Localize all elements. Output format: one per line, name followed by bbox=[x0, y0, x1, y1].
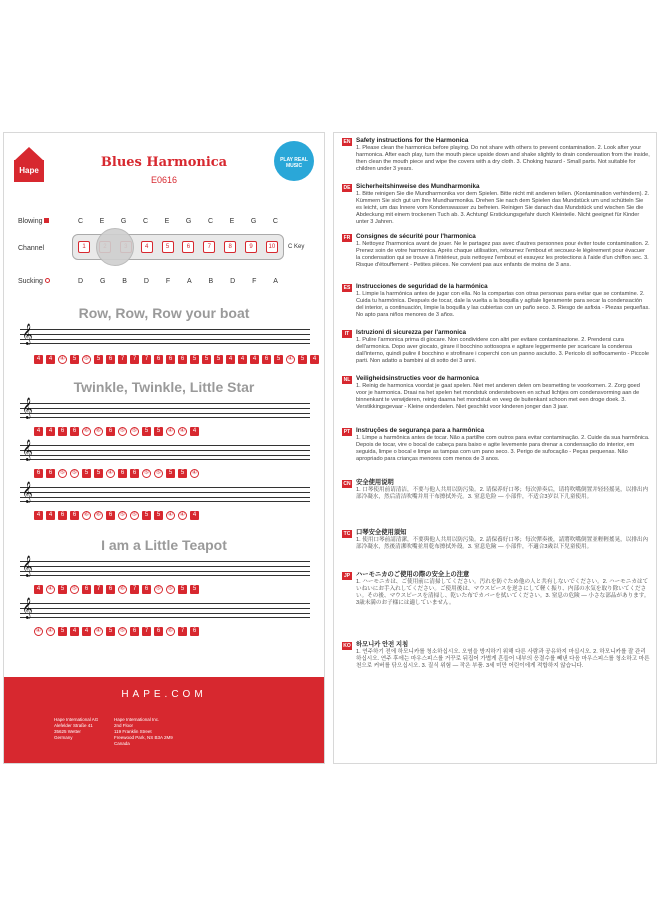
blow-hole-number: 6 bbox=[106, 355, 115, 364]
draw-hole-number: ④ bbox=[59, 356, 66, 362]
blow-hole-number: 6 bbox=[58, 511, 67, 520]
safety-body: 1. Limpie la harmónica antes de jugar con ella. No la compartas con otras personas para evitar que se contamine. 2. Cuida tu harmónica. Después de tocar, dale la vuelta a la boquilla y agítale ligeramente para secar la condensación del interior, a continuación, limpie la boquilla y las cubiertas con un paño seco. 3. Riesgo de asfixia - Piezas pequeñas. No apto para niños menores de 3 años. bbox=[356, 291, 650, 318]
draw-hole-number: ④ bbox=[191, 470, 198, 476]
blow-hole-number: 6 bbox=[106, 511, 115, 520]
song-title-twinkle: Twinkle, Twinkle, Little Star bbox=[73, 379, 255, 395]
music-staff bbox=[20, 556, 310, 577]
language-tag: ES bbox=[343, 285, 351, 291]
blow-hole-number: 5 bbox=[142, 427, 151, 436]
language-tag: CN bbox=[343, 481, 351, 487]
product-title: Blues Harmonica bbox=[100, 155, 228, 170]
blow-hole-number: 6 bbox=[190, 627, 199, 636]
safety-section-fr bbox=[342, 233, 650, 269]
blow-hole-number: 5 bbox=[94, 469, 103, 478]
blow-hole-number: 5 bbox=[154, 511, 163, 520]
safety-section-pt bbox=[342, 427, 650, 463]
blow-hole-number: 5 bbox=[58, 585, 67, 594]
blow-hole-number: 6 bbox=[106, 427, 115, 436]
blow-hole-number: 7 bbox=[130, 355, 139, 364]
draw-hole-number: ④ bbox=[95, 628, 102, 634]
blow-hole-number: 6 bbox=[178, 355, 187, 364]
blow-hole-number: 5 bbox=[178, 469, 187, 478]
address-ca: Hape International Inc. 2nd Floor 119 Franklin Street Freewood Park, NS B3A 2M9 Canada bbox=[114, 717, 173, 746]
blow-hole-number: 4 bbox=[34, 511, 43, 520]
hole-numbers bbox=[34, 427, 199, 436]
draw-hole-number: ⑤ bbox=[167, 586, 174, 592]
blow-hole-number: 4 bbox=[82, 627, 91, 636]
blow-hole-number: 4 bbox=[238, 355, 247, 364]
safety-body: 1. Please clean the harmonica before playing. Do not share with others to prevent contamination. 2. Look after your harmonica. After each play, turn the mouth piece upside down and shake slightly to drain condensation from the inside, then clean the mouth piece and wipe the covers with a dry cloth. 3. Choking hazard - Small parts. Not suitable for children under 3 years. bbox=[356, 145, 650, 172]
key-label: C Key bbox=[288, 244, 305, 250]
blow-notes: C E G C E G C E G C bbox=[78, 218, 278, 225]
blow-hole-number: 5 bbox=[202, 355, 211, 364]
draw-hole-number: ⑥ bbox=[167, 628, 174, 634]
safety-body: 1. Nettoyez l'harmonica avant de jouer. Ne le partagez pas avec d'autres personnes pour éviter toute contamination. 2. Prenez soin de votre harmonica. Après chaque utilisation, retournez l'embout et secouez-le légèrement pour évacuer la condensation qui se trouve à l'intérieur, puis nettoyez l'embout et essuyez les protections à l'aide d'un chiffon sec. 3. Risque d'étouffement - Petites pièces. Ne convient pas aux enfants de moins de 3 ans. bbox=[356, 241, 650, 268]
language-tag: TC bbox=[343, 531, 351, 537]
blow-hole-number: 4 bbox=[310, 355, 319, 364]
music-staff bbox=[20, 598, 310, 619]
blow-hole-number: 6 bbox=[262, 355, 271, 364]
blow-hole-number: 4 bbox=[34, 585, 43, 594]
draw-hole-number: ⑤ bbox=[155, 470, 162, 476]
language-tag: JP bbox=[343, 573, 351, 579]
blow-hole-number: 4 bbox=[46, 355, 55, 364]
blow-hole-number: 6 bbox=[130, 469, 139, 478]
safety-body: 1. 연주하기 전에 하모니카를 청소하십시오. 오염을 방지하기 위해 다른 사람과 공유하지 마십시오. 2. 하모니카를 잘 관리하십시오. 연주 후에는 마우스피스를 거꾸로 뒤집어 가볍게 흔들어 내부의 응결수를 빼낸 다음 마우스피스를 청소하고 마른 천으로 커버를 닦으십시오. 3. 질식 위험 — 작은 부품. 3세 미만 어린이에게 적합하지 않습니다. bbox=[356, 649, 650, 669]
safety-heading: 安全使用说明 bbox=[356, 479, 394, 486]
treble-clef-icon: 𝄞 bbox=[22, 556, 33, 577]
language-tag: NL bbox=[343, 377, 351, 383]
safety-body: 1. Reinig de harmonica voordat je gaat spelen. Niet met anderen delen om besmetting te voorkomen. 2. Zorg goed voor je harmonica. Draai na het spelen het mondstuk ondersteboven en schud lichtjes om condensvorming aan de binnenkant te verwijderen, reinig daarna het mondstuk en veeg de buitenkant schoon met een droge doek. 3. Verstikkingsgevaar - Kleine onderdelen. Niet geschikt voor kinderen jonger dan 3 jaar. bbox=[356, 383, 640, 410]
instruction-sheet-front bbox=[3, 132, 325, 764]
blow-hole-number: 4 bbox=[46, 511, 55, 520]
draw-hole-number: ④ bbox=[179, 512, 186, 518]
safety-heading: 口琴安全使用須知 bbox=[356, 529, 407, 536]
blow-hole-number: 5 bbox=[82, 469, 91, 478]
draw-hole-number: ④ bbox=[35, 628, 42, 634]
draw-hole-number: ④ bbox=[179, 428, 186, 434]
safety-section-en bbox=[342, 137, 650, 173]
safety-section-ko bbox=[342, 641, 650, 670]
blow-hole-number: 6 bbox=[154, 355, 163, 364]
draw-hole-number: ⑤ bbox=[83, 356, 90, 362]
blow-hole-number: 4 bbox=[190, 511, 199, 520]
draw-hole-number: ④ bbox=[107, 470, 114, 476]
draw-hole-number: ④ bbox=[167, 428, 174, 434]
blow-hole-number: 4 bbox=[250, 355, 259, 364]
language-tag: DE bbox=[343, 185, 351, 191]
safety-section-tc bbox=[342, 529, 650, 551]
blow-hole-number: 4 bbox=[46, 427, 55, 436]
draw-hole-number: ⑤ bbox=[71, 470, 78, 476]
hole-numbers bbox=[34, 627, 199, 636]
draw-hole-number: ⑤ bbox=[119, 628, 126, 634]
draw-hole-number: ⑤ bbox=[131, 512, 138, 518]
blow-hole-number: 6 bbox=[118, 469, 127, 478]
treble-clef-icon: 𝄞 bbox=[22, 598, 33, 619]
safety-heading: Consignes de sécurité pour l'harmonica bbox=[356, 233, 476, 240]
safety-heading: Istruzioni di sicurezza per l'armonica bbox=[356, 329, 466, 336]
safety-heading: Instrucciones de seguridad de la harmónica bbox=[356, 283, 488, 290]
website-url[interactable]: HAPE.COM bbox=[121, 689, 207, 700]
music-staff bbox=[20, 398, 310, 419]
song-title-teapot: I am a Little Teapot bbox=[101, 537, 227, 553]
draw-hole-number: ⑤ bbox=[131, 428, 138, 434]
treble-clef-icon: 𝄞 bbox=[22, 398, 33, 419]
blow-hole-number: 5 bbox=[58, 627, 67, 636]
blow-hole-number: 6 bbox=[34, 469, 43, 478]
hole-numbers bbox=[34, 511, 199, 520]
blow-hole-number: 4 bbox=[70, 627, 79, 636]
language-tag: PT bbox=[343, 429, 351, 435]
safety-heading: Veiligheidsinstructies voor de harmonica bbox=[356, 375, 479, 382]
draw-hole-number: ⑥ bbox=[95, 512, 102, 518]
blow-hole-number: 6 bbox=[70, 427, 79, 436]
blow-hole-number: 5 bbox=[274, 355, 283, 364]
blow-hole-number: 4 bbox=[34, 427, 43, 436]
blowing-label: Blowing bbox=[18, 218, 49, 225]
hole-numbers bbox=[34, 355, 319, 364]
draw-hole-number: ⑤ bbox=[143, 470, 150, 476]
safety-body: 1. Bitte reinigen Sie die Mundharmonika vor dem Spielen. Bitte nicht mit anderen teilen. (Kontamination verhindern). 2. Kümmern Sie sich gut um Ihre Mundharmonika. Drehen Sie nach dem Spielen das Mundstück um und schütteln Sie es leicht, um das Innere vom Kondenswasser zu befreien. Reinigen Sie danach das Mundstück und wischen Sie die Abdeckung mit einem trockenen Tuch ab. 3. Achtung! Erstickungsgefahr durch Kleinteile. Nicht geeignet für Kinder unter 3 Jahren. bbox=[356, 191, 650, 225]
blow-hole-number: 7 bbox=[130, 585, 139, 594]
draw-hole-number: ⑥ bbox=[119, 586, 126, 592]
address-eu: Hape International AG Alefelder Straße 41 35625 Wetter Germany bbox=[54, 717, 99, 740]
blow-hole-number: 6 bbox=[46, 469, 55, 478]
blow-hole-number: 5 bbox=[70, 355, 79, 364]
blow-hole-number: 5 bbox=[94, 355, 103, 364]
blow-hole-number: 5 bbox=[190, 585, 199, 594]
footer-band bbox=[4, 677, 324, 763]
safety-heading: Instruções de segurança para a harmônica bbox=[356, 427, 485, 434]
draw-hole-number: ④ bbox=[47, 628, 54, 634]
draw-hole-number: ⑤ bbox=[119, 512, 126, 518]
blow-hole-number: 6 bbox=[154, 627, 163, 636]
blow-hole-number: 5 bbox=[214, 355, 223, 364]
blow-hole-number: 6 bbox=[166, 355, 175, 364]
blow-hole-number: 5 bbox=[190, 355, 199, 364]
draw-notes: D G B D F A B D F A bbox=[78, 278, 278, 285]
instruction-sheet-back bbox=[333, 132, 657, 764]
channel-label: Channel bbox=[18, 245, 45, 252]
blow-hole-number: 5 bbox=[178, 585, 187, 594]
blow-hole-number: 5 bbox=[142, 511, 151, 520]
draw-hole-number: ⑥ bbox=[95, 428, 102, 434]
safety-section-es bbox=[342, 283, 650, 319]
treble-clef-icon: 𝄞 bbox=[22, 482, 33, 503]
language-tag: KO bbox=[343, 643, 351, 649]
music-staff bbox=[20, 440, 310, 461]
blow-hole-number: 5 bbox=[106, 627, 115, 636]
safety-body: 1. Pulire l'armonica prima di giocare. Non condividere con altri per evitare contaminazione. 2. Prendersi cura dell'armonica. Dopo aver giocato, girare il bocchino sottosopra e agitare leggermente per scaricare la condensa dall'interno, quindi pulire il bocchino e strofinare i coperchi con un panno asciutto. 3. Pericolo di soffocamento - Piccole parti. Non adatto a bambini al di sotto dei 3 anni. bbox=[356, 337, 649, 364]
logo-text: Hape bbox=[14, 160, 44, 182]
safety-section-cn bbox=[342, 479, 650, 501]
language-tag: FR bbox=[343, 235, 351, 241]
draw-hole-number: ⑥ bbox=[83, 512, 90, 518]
treble-clef-icon: 𝄞 bbox=[22, 324, 33, 345]
blow-hole-number: 5 bbox=[298, 355, 307, 364]
safety-heading: Sicherheitshinweise des Mundharmonika bbox=[356, 183, 480, 190]
harmonica-holes: 1 4 5 6 7 8 9 10 bbox=[78, 241, 278, 253]
mouth-position-marker bbox=[96, 228, 134, 266]
hole-numbers bbox=[34, 585, 199, 594]
safety-body: 1. 口琴使用前请清洁，不要与他人共用以防污染。2. 请保养好口琴；每次弹奏后，请将吹嘴倒置并轻轻摇晃，以排出内部冷凝水，然后清洁吹嘴并用干布擦拭外壳。3. 窒息危险 — 小部件，不适合3岁以下儿童使用。 bbox=[356, 487, 649, 500]
blow-hole-number: 6 bbox=[70, 511, 79, 520]
blow-hole-number: 7 bbox=[142, 627, 151, 636]
treble-clef-icon: 𝄞 bbox=[22, 440, 33, 461]
safety-section-de bbox=[342, 183, 650, 226]
blow-hole-number: 6 bbox=[142, 585, 151, 594]
safety-section-jp bbox=[342, 571, 650, 607]
blow-hole-number: 5 bbox=[154, 427, 163, 436]
draw-hole-number: ⑤ bbox=[119, 428, 126, 434]
blow-hole-number: 5 bbox=[166, 469, 175, 478]
draw-hole-number: ④ bbox=[287, 356, 294, 362]
draw-hole-number: ⑤ bbox=[71, 586, 78, 592]
blow-hole-number: 6 bbox=[58, 427, 67, 436]
safety-heading: ハーモニカのご使用の際の安全上の注意 bbox=[356, 571, 470, 578]
music-staff bbox=[20, 482, 310, 503]
song-title-row-row: Row, Row, Row your boat bbox=[78, 305, 250, 321]
play-real-music-badge: PLAY REAL MUSIC bbox=[274, 141, 314, 181]
draw-hole-number: ⑤ bbox=[155, 586, 162, 592]
safety-body: 1. ハーモニカは、ご使用前に清掃してください。汚れを防ぐため他の人と共有しないでください。2. ハーモニカはていねいにお手入れしてください。ご使用後は、マウスピースを逆さにして軽く振り、内部の水気を取り除いてください。その後、マウスピースを清掃し、乾いた布でカバーを拭いてください。3. 窒息の危険 — 小さな部品があります。3歳未満のお子様には適していません。 bbox=[356, 579, 650, 606]
product-code: E0616 bbox=[150, 175, 178, 185]
blow-hole-number: 4 bbox=[226, 355, 235, 364]
draw-hole-number: ⑤ bbox=[59, 470, 66, 476]
blow-hole-number: 6 bbox=[130, 627, 139, 636]
blow-hole-number: 7 bbox=[118, 355, 127, 364]
blow-hole-number: 4 bbox=[190, 427, 199, 436]
safety-section-it bbox=[342, 329, 650, 365]
language-tag: EN bbox=[343, 139, 351, 145]
blow-hole-number: 7 bbox=[178, 627, 187, 636]
safety-section-nl bbox=[342, 375, 650, 411]
safety-body: 1. Limpe a harmônica antes de tocar. Não a partilhe com outros para evitar contaminação. 2. Cuide da sua harmônica. Depois de tocar, vire o bocal de cabeça para baixo e agite levemente para drenar a condensação do interior, em seguida, limpe o bocal e limpe as tampas com um pano seco. 3. Perigo de sufocação - Peças pequenas. Não apropriado para crianças menores com menos de 3 anos. bbox=[356, 435, 650, 462]
draw-hole-number: ④ bbox=[167, 512, 174, 518]
draw-hole-number: ⑥ bbox=[83, 428, 90, 434]
blow-hole-number: 6 bbox=[106, 585, 115, 594]
blow-hole-number: 7 bbox=[94, 585, 103, 594]
sucking-label: Sucking bbox=[18, 278, 50, 285]
blow-hole-number: 6 bbox=[82, 585, 91, 594]
blow-hole-number: 7 bbox=[142, 355, 151, 364]
music-staff bbox=[20, 324, 310, 345]
blow-hole-number: 4 bbox=[34, 355, 43, 364]
safety-body: 1. 使用口琴前請清潔，不要與他人共用以防污染。2. 請保養好口琴；每次彈奏後，請將吹嘴倒置並輕輕搖晃，以排出內部冷凝水，然後清潔吹嘴並用乾布擦拭外殼。3. 窒息危險 — 小部件，不適合3歲以下兒童使用。 bbox=[356, 537, 649, 550]
draw-hole-number: ④ bbox=[47, 586, 54, 592]
hole-numbers bbox=[34, 469, 199, 478]
safety-heading: Safety instructions for the Harmonica bbox=[356, 137, 469, 144]
language-tag: IT bbox=[342, 330, 352, 338]
safety-heading: 하모니카 안전 지침 bbox=[356, 641, 409, 648]
